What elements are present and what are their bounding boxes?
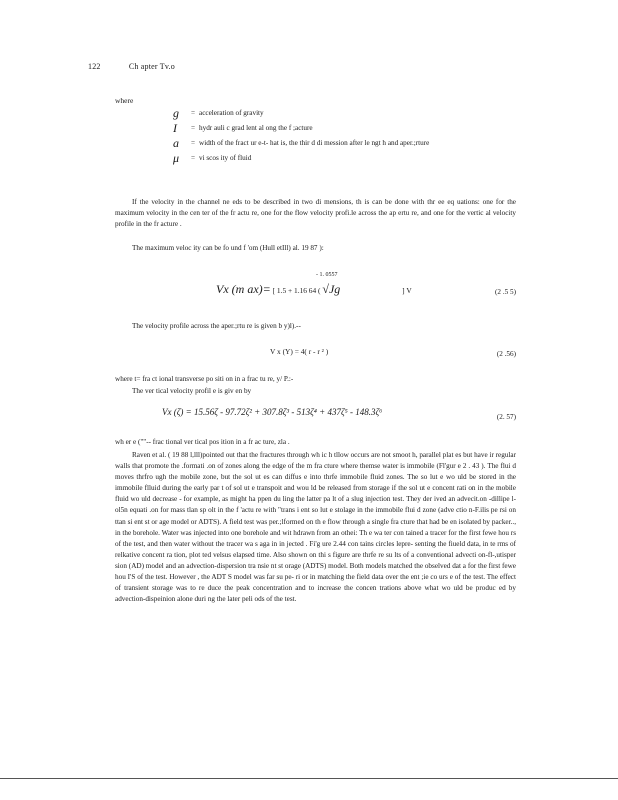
- symbol-definitions: [173, 108, 523, 168]
- symbol: μ: [173, 151, 180, 165]
- paragraph-raven-study: Raven et al. ( 19 88 l,lll)pointed out that the fractures through wh ic h tllow occurs are not smoot h, parallel plat es but have ir regular walls that promote the .formati .on of zones along the edge of the m fra cture where themse water is immobile (Fl'gur e 2 . 43 ). The flui d moves thrfro ugh the mobile zone, but the sol ut es can diffus e into thrfe immobile fluid zones. The so lut e wo uld be stored in the immobile flluid during the early par t of sol ut e transpoit and wou ld be released from storage if the sol ut e concent rati on in the mobile fluid wo uld decrease - for example, as might ha ppen du ling the latter pa lt of a slug injection test. They der ived an advecit.on -dillipe l-ol5n equati .on for mass tlan sp olt in the f 'actu re with "trans i ent so lut e stolage in the immobile flui d zone (adve ctio n-F.ilis pe rsi on ttan si ent st or age model or ADTS). A field test was per.;lformed on th e flow through a single fra cture that had be en isolated by packer.., in the borehole. Water was injected into one borehole and wit hdrawn from an othei: Th e wa ter con tained a tracer for the first fewe hou rs of the test, and then water without the tracer wa s aga in in jected . Fi'g ure 2.44 con tains circles lepre- senting the fiueld data, in te rms of relkative concent ra tion, plot ted velsus elapsed time. Also shown on thi s figure are thrfe re su lts of a conventional advecti on-fl-,utisper sion (AD) model and an advection-dispersion tra nsie nt st orage (ADTS) model. Both models matched the obselved dat a for the first fewe hou I'S of the test. However , the ADT S model was far su pe- ri or in matching the field data over the ent ;ie co urs e of the test. The effect of transient storage was to re duce the peak concentration and to increase the concen trations above what wo uld be produc ed by advection-dispeinion alone duri ng the later peli ods of the test.: [115, 451, 516, 604]
- equation-vertical-profile: Vx (ζ) = 15.56ζ - 97.72ζ² + 307.8ζ³ - 513ζ⁴ + 437ζ⁵ - 148.3ζ⁶: [162, 407, 383, 417]
- where-label: where: [115, 96, 134, 105]
- equation-number: (2 .56): [496, 350, 516, 358]
- symbol: g: [173, 106, 179, 120]
- definition-text: acceleration of gravity: [199, 109, 264, 117]
- definition-row: [173, 153, 523, 164]
- paragraph-vertical-profile: The ver tical velocity profil e is giv en by: [132, 387, 252, 395]
- symbol: I: [173, 121, 177, 135]
- equation-lhs: Vx (m ax)=: [216, 282, 271, 296]
- equation-root-term: √Jg: [322, 282, 341, 296]
- chapter-title: Ch apter Tv.o: [128, 62, 175, 71]
- symbol: a: [173, 136, 179, 150]
- paragraph-where-vertical: wh er e (""-- frac tional ver tical pos ition in a fr ac ture, zla .: [115, 438, 290, 446]
- page-number: 122: [88, 62, 101, 71]
- paragraph-where-fractional: where t= fra ct ional transverse po siti on in a frac tu re, y/ P.:-: [115, 375, 294, 383]
- definition-row: [173, 108, 523, 119]
- definition-row: [173, 123, 523, 134]
- equals-sign: =: [190, 124, 196, 132]
- equation-exponent: - 1. 0557: [316, 272, 338, 278]
- definition-text: width of the fract ur e-t- hat is, the thir d di mession after le ngt h and aper.;rture: [199, 139, 430, 147]
- definition-text: vi scos ity of fluid: [199, 154, 252, 162]
- equals-sign: =: [190, 139, 196, 147]
- paragraph-max-velocity: The maximum veloc ity can be fo und f 'om (Hull etIll) al. 19 87 ):: [132, 244, 324, 252]
- equation-number: (2. 57): [496, 413, 516, 421]
- definition-row: [173, 138, 523, 149]
- paragraph-velocity-profile: The velocity profile across the aper.;rtu re is given b y)l).--: [132, 322, 301, 330]
- equation-tail: ] V: [402, 286, 412, 295]
- definition-text: hydr auli c grad lent al ong the f ;acture: [199, 124, 313, 132]
- equals-sign: =: [190, 154, 196, 162]
- equals-sign: =: [190, 109, 196, 117]
- equation-body: [ 1.5 + 1.16 64 (: [272, 286, 321, 295]
- equation-max-velocity: [216, 282, 412, 297]
- running-header: [88, 62, 175, 71]
- equation-profile: V x (Y) = 4( r - r ² ): [270, 347, 329, 356]
- paragraph-velocity-intro: If the velocity in the channel ne eds to be described in two di mensions, th is can be done with thr ee eq uations: one for the maximum velocity in the cen ter of the fr actu re, one for the flow velocity profi.le across the ap ertu re, and one for the vertic al velocity profile in the fr acture .: [115, 198, 516, 229]
- equation-number: (2 .5 5): [495, 288, 516, 296]
- footer-rule: [0, 778, 618, 779]
